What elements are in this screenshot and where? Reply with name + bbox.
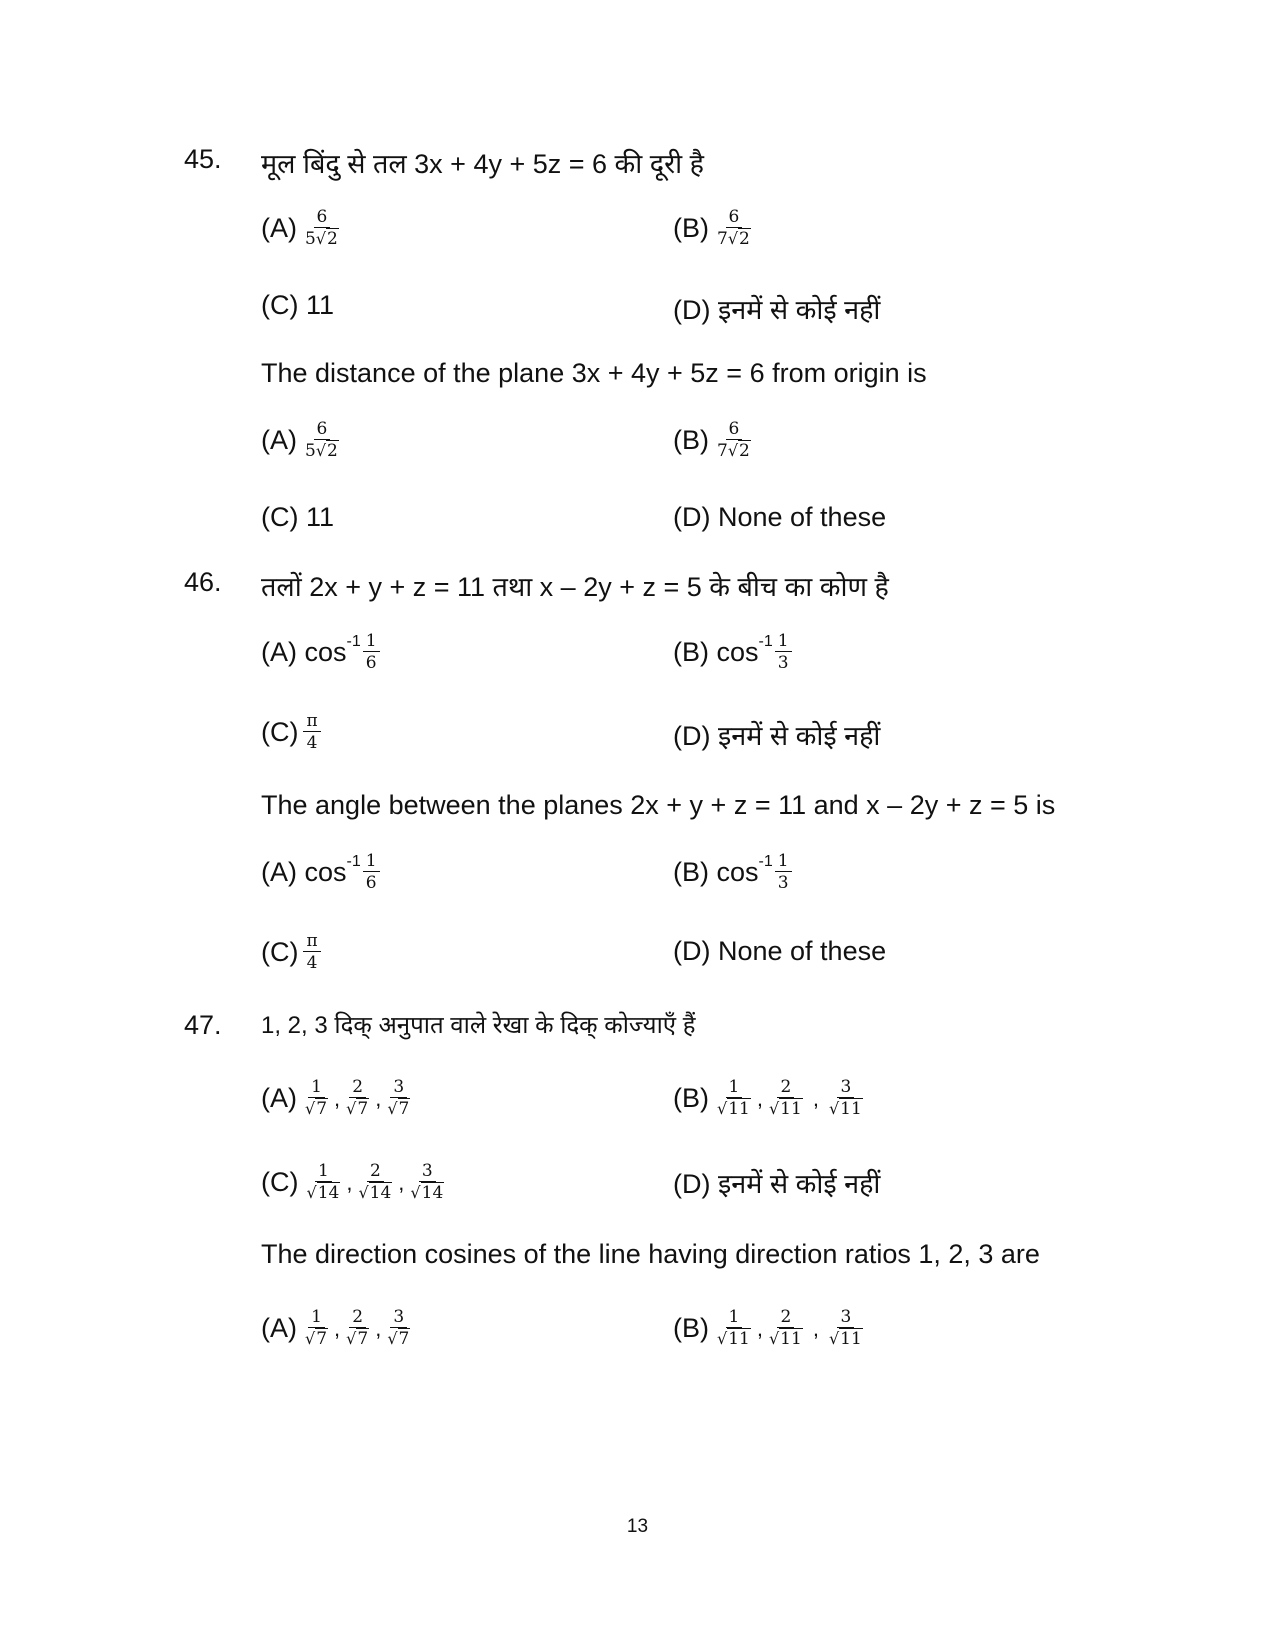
fraction: $\frac{6}{7√2}$ [717,419,750,461]
option-b[interactable]: (B) $\frac{1}{√11}$ , $\frac{2}{√11}$ , $\frac{3}{√11}$ [673,1308,867,1348]
page-number: 13 [626,1516,649,1537]
option-b[interactable] [673,420,755,460]
option-label: (A) [261,424,297,455]
option-label: (C) 11 [261,290,335,320]
question-number: 45. [184,144,222,174]
option-a[interactable] [261,852,381,892]
option-label: (C) [261,1166,299,1197]
fraction: $\frac{3}{√14}$ [410,1161,444,1203]
fraction: $\frac{1}{√7}$ [305,1077,328,1119]
question-text-hindi: मूल बिंदु से तल 3x + 4y + 5z = 6 की दूरी है [261,149,704,179]
fraction: $\frac{6}{5√2}$ [305,207,338,249]
option-label: (A) [261,212,297,243]
question-number: 46. [184,567,222,597]
question-text-hindi: तलों 2x + y + z = 11 तथा x – 2y + z = 5 के बीच का कोण है [261,572,889,602]
superscript: -1 [758,633,773,650]
option-a[interactable] [261,632,381,672]
option-label: (A) cos [261,636,347,667]
fraction: $\frac{1}{√14}$ [306,1161,340,1203]
fraction: $\frac{1}{3}$ [775,632,792,672]
option-d[interactable] [673,936,886,967]
option-label: (D) इनमें से कोई नहीं [673,295,881,325]
option-c[interactable] [261,932,322,972]
fraction: $\frac{2}{√11}$ [768,1307,802,1349]
fraction: $\frac{2}{√7}$ [346,1077,369,1119]
option-label: (D) None of these [673,502,887,532]
fraction: $\frac{1}{6}$ [363,852,380,892]
fraction: $\frac{1}{√11}$ [717,1307,750,1349]
option-label: (B) [673,1312,709,1343]
superscript: -1 [346,633,361,650]
fraction: $\frac{1}{√7}$ [305,1307,328,1349]
question-text-hindi: 1, 2, 3 दिक् अनुपात वाले रेखा के दिक् कोज्याएँ हैं [261,1012,696,1039]
option-label: (C) [261,936,299,967]
fraction: $\frac{6}{7√2}$ [717,207,750,249]
question-text-english: The angle between the planes 2x + y + z = 11 and x – 2y + z = 5 is [261,790,1056,820]
fraction: $\frac{1}{3}$ [775,852,792,892]
option-d[interactable] [673,716,880,753]
option-c[interactable] [261,290,334,321]
fraction: $\frac{\pi}{4}$ [303,712,320,752]
option-a[interactable]: (A) $\frac{1}{√7}$ , $\frac{2}{√7}$ , $\frac{3}{√7}$ [261,1308,414,1348]
option-label: (A) [261,1312,297,1343]
option-d[interactable] [673,290,880,327]
option-label: (B) [673,1082,709,1113]
superscript: -1 [346,853,361,870]
option-a[interactable] [261,420,343,460]
option-label: (A) [261,1082,297,1113]
option-label: (D) इनमें से कोई नहीं [673,1169,881,1199]
fraction: $\frac{3}{√11}$ [828,1077,862,1119]
question-text-english: The distance of the plane 3x + 4y + 5z = 6 from origin is [261,358,927,388]
fraction: $\frac{6}{5√2}$ [305,419,338,461]
option-label: (B) [673,424,709,455]
fraction: $\frac{1}{√11}$ [717,1077,750,1119]
option-label: (A) cos [261,856,347,887]
fraction: $\frac{3}{√11}$ [828,1307,862,1349]
fraction: $\frac{2}{√7}$ [346,1307,369,1349]
option-b[interactable] [673,208,755,248]
fraction: $\frac{2}{√11}$ [768,1077,802,1119]
option-label: (C) [261,716,299,747]
option-a[interactable]: (A) $\frac{1}{√7}$ , $\frac{2}{√7}$ , $\frac{3}{√7}$ [261,1078,414,1118]
option-a[interactable] [261,208,343,248]
option-d[interactable] [673,502,886,533]
fraction: $\frac{\pi}{4}$ [303,932,320,972]
option-c[interactable]: (C) $\frac{1}{√14}$ , $\frac{2}{√14}$ , $\frac{3}{√14}$ [261,1162,448,1202]
option-b[interactable] [673,852,793,892]
option-c[interactable] [261,502,334,533]
question-text-english: The direction cosines of the line having direction ratios 1, 2, 3 are [261,1239,1040,1269]
option-c[interactable] [261,712,322,752]
superscript: -1 [758,853,773,870]
option-label: (D) इनमें से कोई नहीं [673,721,881,751]
option-d[interactable] [673,1164,880,1201]
option-label: (B) cos [673,856,759,887]
option-label: (B) cos [673,636,759,667]
fraction: $\frac{3}{√7}$ [387,1077,410,1119]
option-label: (C) 11 [261,502,335,532]
fraction: $\frac{2}{√14}$ [358,1161,392,1203]
question-number: 47. [184,1010,222,1040]
option-b[interactable]: (B) $\frac{1}{√11}$ , $\frac{2}{√11}$ , $\frac{3}{√11}$ [673,1078,867,1118]
option-label: (D) None of these [673,936,887,966]
fraction: $\frac{1}{6}$ [363,632,380,672]
fraction: $\frac{3}{√7}$ [387,1307,410,1349]
option-label: (B) [673,212,709,243]
option-b[interactable] [673,632,793,672]
